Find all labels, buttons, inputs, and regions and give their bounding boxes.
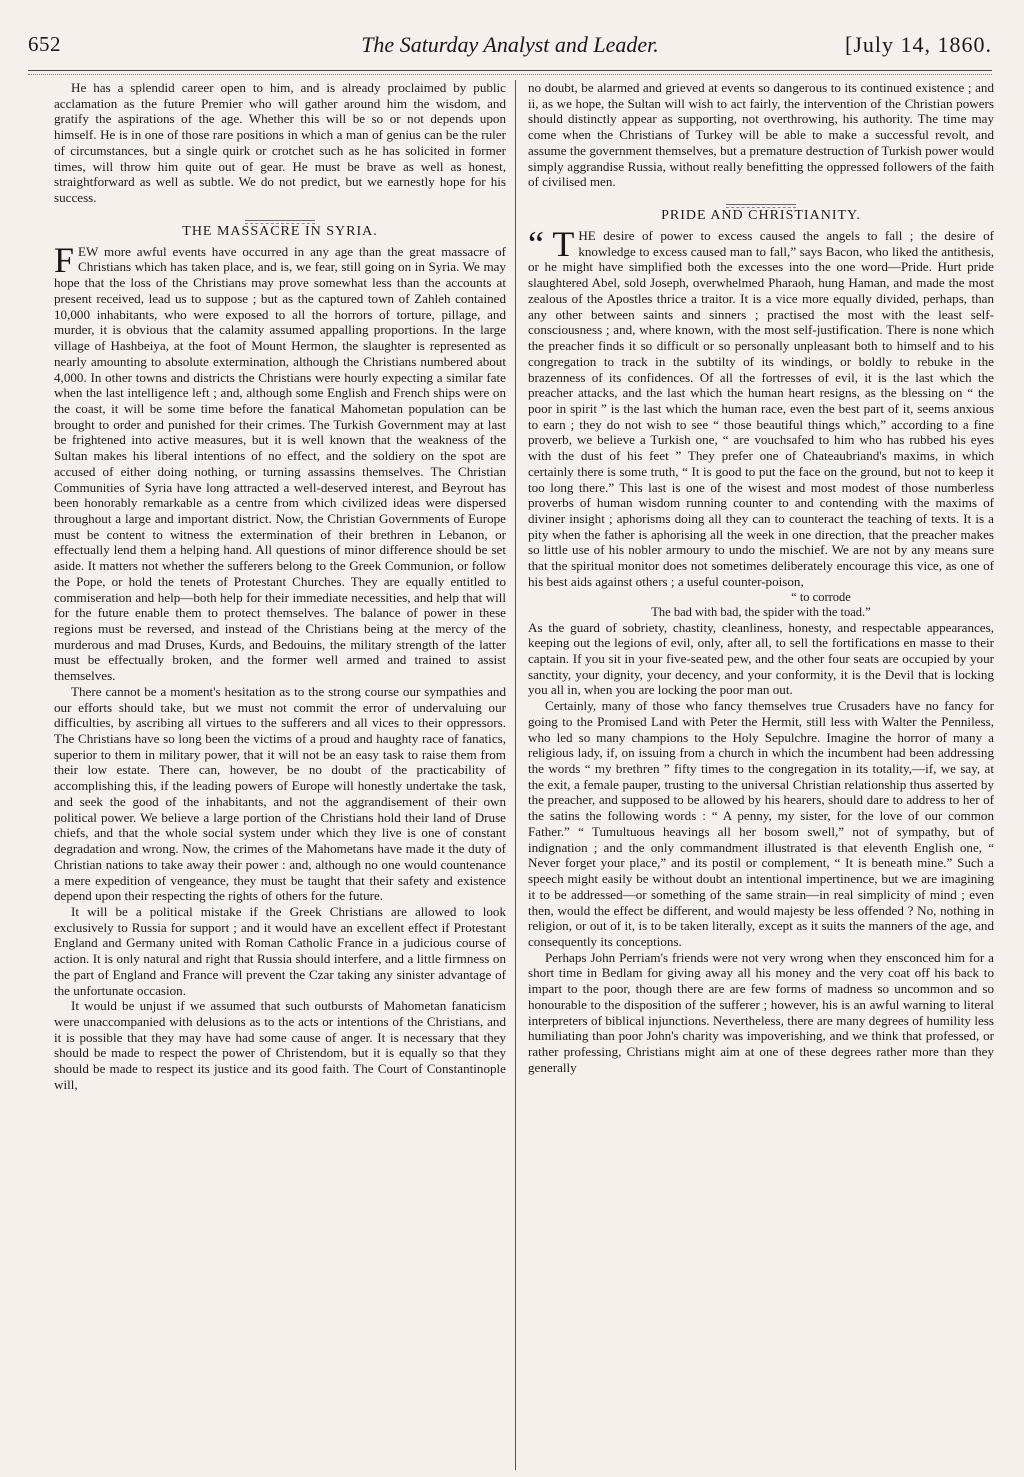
paragraph: He has a splendid career open to him, and is already proclaimed by public acclamation as the future Premier who will gather around him the wisdom, and gratify the aspirations of the age. Whether this will be so or not depends upon himself. He is in one of those rare positions in which a man of genius can be the ruler of circumstances, but a single quirk or crotchet such as he has solicited in former times, will throw him quite out of gear. He must be brave as well as honest, straightforward as well as subtle. We do not predict, but we earnestly hope for his success. [54,80,506,206]
masthead: The Saturday Analyst and Leader. [361,32,659,57]
paragraph: It would be unjust if we assumed that such outbursts of Mahometan fanaticism were unaccompanied with delusions as to the acts or intentions of the Christians, and it is possible that they may have had some cause of anger. It is necessary that they should be made to respect the power of Christendom, but it is equally so that they should be made to respect its justice and its good faith. The Court of Constantinople will, [54,998,506,1092]
section-ornament [528,195,994,201]
header-rule [28,70,992,71]
right-column [528,80,994,1472]
issue-date: [July 14, 1860. [845,32,992,57]
verse-quote-line: The bad with bad, the spider with the toad.” [651,604,871,619]
page-header [28,30,992,64]
article-title: THE MASSACRE IN SYRIA. [182,223,378,239]
page-number: 652 [28,32,61,56]
paragraph: no doubt, be alarmed and grieved at events so dangerous to its continued existence ; and ii, as we hope, the Sultan will wish to act fairly, the intervention of the Christian powers should distinctly appear as supporting, not overthrowing, his authority. The time may come when the Christians of Turkey will be able to make a successful revolt, and assume the government themselves, but a premature destruction of Turkish power would simply aggrandise Russia, without really benefitting the oppressed followers of the faith of civilised men. [528,80,994,190]
drop-cap: F [54,239,75,280]
left-column [54,80,506,1472]
verse-quote-line: “ to corrode [791,589,851,604]
paragraph: There cannot be a moment's hesitation as to the strong course our sympathies and our efforts should take, but we must not commit the error of undervaluing our difficulties, by ascribing all virtues to the sufferers and all vices to their oppressors. The Christians have so long been the victims of a proud and haughty race of fanatics, superior to them in military power, that it will not be an easy task to raise them from their low estate. There can, however, be no doubt of the practicability of accomplishing this, if the leading powers of Europe will honestly undertake the task, and seek the good of the inhabitants, and not the aggrandisement of their own political power. We believe a large portion of the Christians hold their land of Druse chiefs, and that the whole social system under which they live is one of constant degradation and wrong. Now, the crimes of the Mahometans have made it the duty of Christian nations to take away their power : and, although no one would countenance a mere expedition of vengeance, they must be taught that their safety and existence depend upon their respecting the rights of others for the future. [54,683,506,904]
column-divider [515,80,516,1470]
section-ornament [54,211,506,217]
paragraph: As the guard of sobriety, chastity, cleanliness, honesty, and respectable appearances, keeping out the legions of evil, only, after all, to sell the fortifications en masse to their captain. If you sit in your five-seated pew, and the other four seats are occupied by your sanctity, your dignity, your decency, and your conformity, it is the Devil that is locking you all in, when you are locking the poor man out. [528,619,994,698]
paragraph: Certainly, many of those who fancy themselves true Crusaders have no fancy for going to the Promised Land with Peter the Hermit, still less with Walter the Penniless, who led so many champions to the Holy Sepulchre. Imagine the horror of many a religious lady, if, on issuing from a church in which the incumbent had been addressing the words “ my brethren ” fifty times to the congregation in its totality,—if, we say, at the exit, a female pauper, trusting to the universal Christian relationship thus asserted by the preacher, and supposed to be allowed by his hearers, should dare to address to her of the satins the following words : “ A penny, my sister, for the love of our common Father.” “ Tumultuous heavings all her bosom swell,” not of sympathy, but of indignation ; and the only commandment illustrated is that eleventh English one, “ Never forget your place,” and its postil or complement, “ It is beneath mine.” Such a speech might easily be without doubt an intentional impertinence, but we are imagining it to be addressed—or something of the same strain—in real simplicity of mind ; even then, would the effect be different, and would majesty be less offended ? No, nothing in religion, or out of it, is to be taken literally, except as it suits the manners of the age, and consequently its conceptions. [528,698,994,949]
paragraph: “ T HE desire of power to excess caused the angels to fall ; the desire of knowledge to excess caused man to fall,” says Bacon, who liked the antithesis, or he might have simplified both the excesses into the one word—Pride. Hurt pride slaughtered Abel, sold Joseph, overwhelmed Pharaoh, hung Haman, and made the most zealous of the Apostles thrice a traitor. It is a vice more equally divided, perhaps, than any other between saints and sinners ; practised the most with the least self-consciousness ; and, where known, with the most self-justification. There is none which the preacher finds it so difficult or so personally unpleasant both to himself and to his congregation to track in the subtilty of its windings, or boldly to rebuke in the brazenness of its confidences. Of all the fortresses of evil, it is the last which the preacher attacks, and the last which the human heart resigns, as the blessing on “ the poor in spirit ” is the last which the human race, even the best part of it, seems anxious to earn ; they do not wish to see “ those beautiful things which,” according to a fine proverb, we believe a Turkish one, “ are vouchsafed to him who has rubbed his eyes with the dust of his feet ” They prefer one of Chateaubriand's maxims, in which certainly there is some truth, “ It is good to put the face on the ground, but not to keep it too long there.” This last is one of the wisest and most modest of those numberless proverbs of human wisdom running counter to and contending with the maxims of diviner insight ; aphorisms doing all they can to counteract the teaching of texts. It is a pity when the father is aphorising all the week in one direction, that the preacher makes so little use of his nobler armoury to undo the mischief. We are not by any means sure that the spiritual monitor does not sometimes deliberately encourage this vice, as one of his best aids against others ; a useful counter-poison, [528,224,994,589]
paragraph: It will be a political mistake if the Greek Christians are allowed to look exclusively to Russia for support ; and it would have an excellent effect if Protestant England and Germany united with Roman Catholic France in a judicious course of action. It is only natural and right that Russia should interfere, and a little firmness on the part of England and France will prevent the Czar taking any sinister advantage of the unfortunate occasion. [54,903,506,998]
article-title: PRIDE AND CHRISTIANITY. [661,208,861,224]
paragraph: Perhaps John Perriam's friends were not very wrong when they ensconced him for a short time in Bedlam for giving away all his money and the very coat off his back to impart to the poor, though there are are few forms of madness so uncommon and so honourable to the disposition of the sufferer ; however, his is an awful warning to literal interpreters of biblical injunctions. Nevertheless, there are many degrees of humility less humiliating than poor John's charity was impoverishing, and we think that professed, or rather professing, Christians might aim at one of these degrees rather more than they generally [528,949,994,1075]
drop-cap: “ T [528,224,575,265]
paragraph: FEW more awful events have occurred in any age than the great massacre of Christians which has taken place, and is, we fear, still going on in Syria. We may hope that the loss of the Christians may prove somewhat less than the accounts at present received, lead us to suppose ; but as the captured town of Zahleh contained 10,000 inhabitants, who were exposed to all the horrors of torture, pillage, and murder, it is obvious that the calamity assumed appalling proportions. In the large village of Hashbeiya, at the foot of Mount Hermon, the slaughter is represented as nearly amounting to absolute extermination, although the Christians numbered about 4,000. In other towns and districts the Christians were hourly expecting a similar fate when the last intelligence left ; and, although some English and French ships were on the coast, it will be some time before the fanatical Mahometan population can be brought to order and punished for their crimes. The Turkish Government may at last be frightened into active measures, but it is well known that the weakness of the Sultan makes his liberal intentions of no effect, and the soldiery on the spot are accused of either doing nothing, or turning assassins themselves. The Christian Communities of Syria have long attracted a well-deserved interest, and Beyrout has been honorably remarkable as a centre from which civilized ideas were dispersed throughout a large and important district. Now, the Christian Governments of Europe must be content to witness the extermination of their brethren in Lebanon, or effectually lend them a helping hand. All questions of minor difference should be set aside. It matters not whether the sufferers belong to the Greek Communion, or follow the Pope, or hold the tenets of Protestant Churches. They are equally entitled to commiseration and help—both help for their immediate necessities, and help that will for the future enable them to protect themselves. The balance of power in these regions must be reversed, and instead of the Christians being at the mercy of the murderous and mad Druses, Kurds, and Bedouins, the military strength of the latter must be effectually broken, and the former well armed and trained to assist themselves. [54,239,506,684]
header-rule-dotted [28,74,992,75]
